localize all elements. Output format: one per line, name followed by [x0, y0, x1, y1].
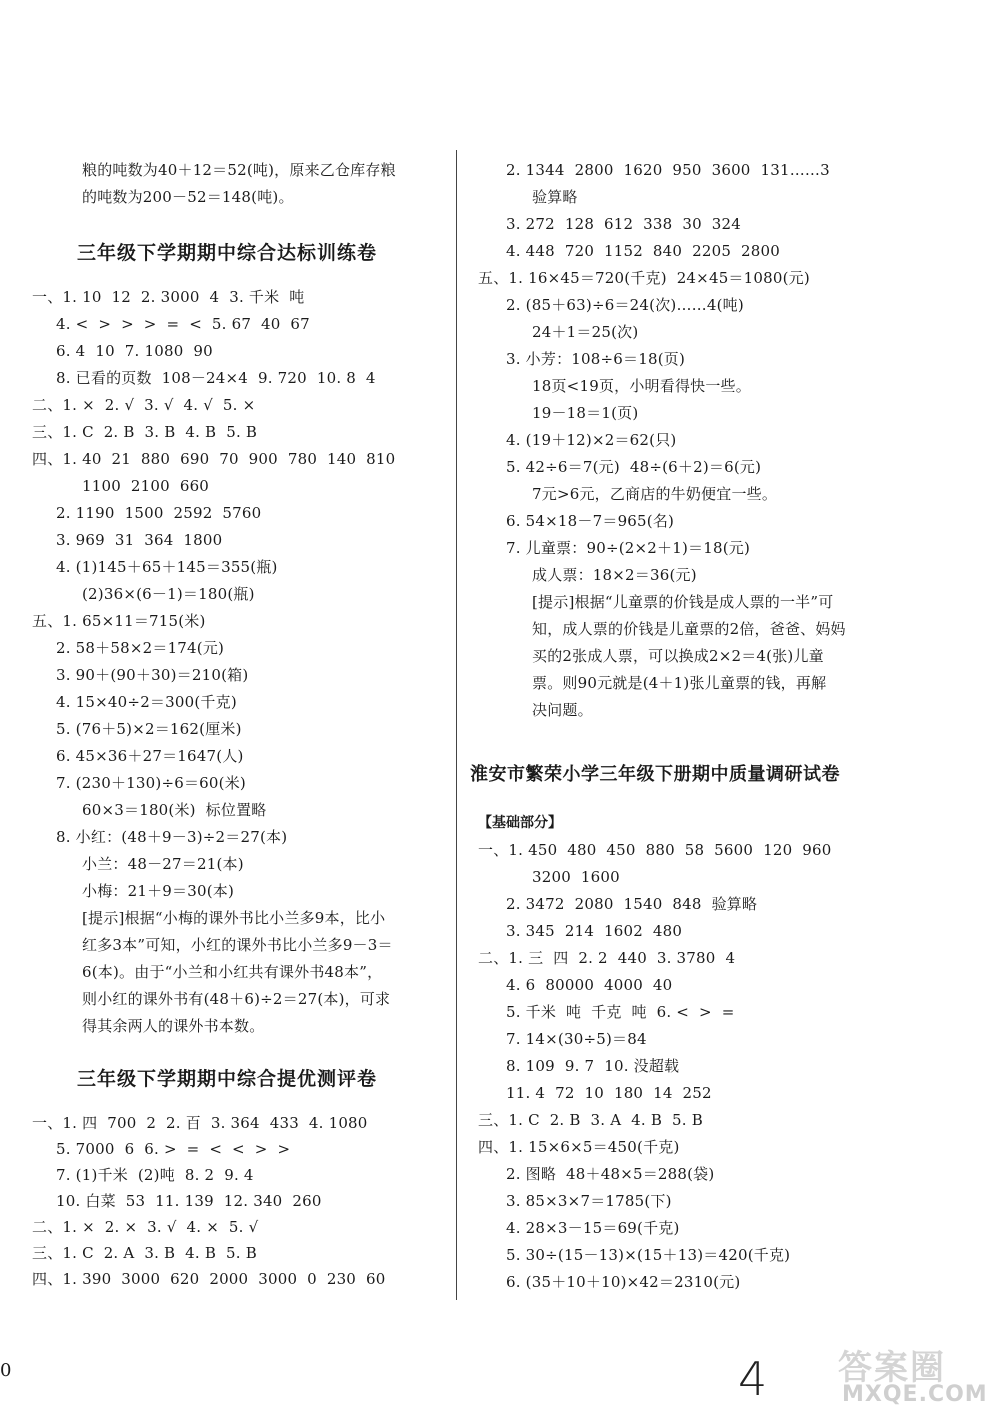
answer-line: 二、1. × 2. × 3. √ 4. × 5. √	[32, 1218, 259, 1236]
answer-line: 一、1. 四 700 2 2. 百 3. 364 433 4. 1080	[32, 1114, 368, 1132]
answer-line: 4. (19＋12)×2＝62(只)	[506, 431, 677, 449]
answer-line: 8. 小红：(48＋9－3)÷2＝27(本)	[56, 828, 288, 846]
answer-line: 3. 272 128 612 338 30 324	[506, 215, 741, 233]
answer-line: 小梅：21＋9＝30(本)	[82, 882, 235, 900]
answer-line: (2)36×(6－1)＝180(瓶)	[82, 585, 255, 603]
answer-line: 8. 已看的页数 108－24×4 9. 720 10. 8 4	[56, 369, 376, 387]
answer-line: 6. 4 10 7. 1080 90	[56, 342, 213, 360]
section-title-2: 三年级下学期期中综合提优测评卷	[77, 1068, 378, 1090]
answer-line: 2. 图略 48＋48×5＝288(袋)	[506, 1165, 715, 1183]
answer-line: 4. 6 80000 4000 40	[506, 976, 673, 994]
answer-line: 5. (76＋5)×2＝162(厘米)	[56, 720, 242, 738]
answer-line: 7. (1)千米 (2)吨 8. 2 9. 4	[56, 1166, 254, 1184]
answer-line: 10. 白菜 53 11. 139 12. 340 260	[56, 1192, 322, 1210]
answer-line: 4. 448 720 1152 840 2205 2800	[506, 242, 780, 260]
hint-line: 票。则90元就是(4＋1)张儿童票的钱，再解	[532, 674, 827, 692]
answer-line: 5. 42÷6＝7(元) 48÷(6＋2)＝6(元)	[506, 458, 762, 476]
hint-line: [提示]根据“儿童票的价钱是成人票的一半”可	[532, 593, 834, 611]
section-title-3: 淮安市繁荣小学三年级下册期中质量调研试卷	[470, 764, 840, 785]
answer-line: 5. 7000 6 6. > = < < > >	[56, 1140, 291, 1158]
answer-line: 小兰：48－27＝21(本)	[82, 855, 244, 873]
answer-line: 四、1. 15×6×5＝450(千克)	[478, 1138, 680, 1156]
answer-line: 四、1. 390 3000 620 2000 3000 0 230 60	[32, 1270, 386, 1288]
answer-line: 2. 1190 1500 2592 5760	[56, 504, 262, 522]
answer-line: 5. 30÷(15－13)×(15＋13)＝420(千克)	[506, 1246, 791, 1264]
answer-line: 一、1. 450 480 450 880 58 5600 120 960	[478, 841, 832, 859]
hint-line: 则小红的课外书有(48＋6)÷2＝27(本)，可求	[82, 990, 391, 1008]
answer-line: 6. 54×18－7＝965(名)	[506, 512, 675, 530]
answer-line: 三、1. C 2. B 3. A 4. B 5. B	[478, 1111, 703, 1129]
answer-line: 7元>6元，乙商店的牛奶便宜一些。	[532, 485, 778, 503]
answer-line: 4. (1)145＋65＋145＝355(瓶)	[56, 558, 278, 576]
hint-line: 买的2张成人票，可以换成2×2＝4(张)儿童	[532, 647, 824, 665]
answer-line: 3. 345 214 1602 480	[506, 922, 683, 940]
hint-line: [提示]根据“小梅的课外书比小兰多9本，比小	[82, 909, 386, 927]
answer-line: 6. (35＋10＋10)×42＝2310(元)	[506, 1273, 741, 1291]
answer-line: 18页<19页，小明看得快一些。	[532, 377, 751, 395]
hint-line: 红多3本”可知，小红的课外书比小兰多9－3＝	[82, 936, 393, 954]
answer-line: 2. 58＋58×2＝174(元)	[56, 639, 225, 657]
answer-line: 三、1. C 2. B 3. B 4. B 5. B	[32, 423, 258, 441]
answer-line: 2. (85＋63)÷6＝24(次)……4(吨)	[506, 296, 744, 314]
answer-line: 4. < > > > = < 5. 67 40 67	[56, 315, 310, 333]
intro-line-2: 的吨数为200－52＝148(吨)。	[82, 188, 294, 206]
answer-line: 60×3＝180(米) 标位置略	[82, 801, 267, 819]
answer-line: 19－18＝1(页)	[532, 404, 639, 422]
hint-line: 得其余两人的课外书本数。	[82, 1017, 265, 1035]
answer-line: 1100 2100 660	[82, 477, 210, 495]
answer-line: 4. 28×3－15＝69(千克)	[506, 1219, 680, 1237]
answer-line: 24＋1＝25(次)	[532, 323, 639, 341]
answer-line: 3. 85×3×7＝1785(下)	[506, 1192, 672, 1210]
answer-line: 7. (230＋130)÷6＝60(米)	[56, 774, 246, 792]
answer-line: 五、1. 65×11＝715(米)	[32, 612, 206, 630]
answer-line: 成人票：18×2＝36(元)	[532, 566, 697, 584]
column-divider	[456, 150, 457, 1300]
answer-line: 三、1. C 2. A 3. B 4. B 5. B	[32, 1244, 257, 1262]
watermark-domain: MXQE.COM	[842, 1382, 988, 1407]
left-edge-mark: 0	[0, 1360, 12, 1381]
intro-line-1: 粮的吨数为40＋12＝52(吨)，原来乙仓库存粮	[82, 161, 396, 179]
section-subtitle: 【基础部分】	[478, 815, 562, 831]
answer-line: 3. 小芳：108÷6＝18(页)	[506, 350, 686, 368]
page-number: 4	[738, 1352, 768, 1406]
watermark-text: 答案圈	[838, 1348, 946, 1388]
hint-line: 知，成人票的价钱是儿童票的2倍，爸爸、妈妈	[532, 620, 846, 638]
answer-line: 6. 45×36＋27＝1647(人)	[56, 747, 244, 765]
answer-line: 五、1. 16×45＝720(千克) 24×45＝1080(元)	[478, 269, 810, 287]
answer-line: 3. 90＋(90＋30)＝210(箱)	[56, 666, 249, 684]
answer-line: 3200 1600	[532, 868, 620, 886]
answer-line: 11. 4 72 10 180 14 252	[506, 1084, 712, 1102]
answer-line: 验算略	[532, 188, 578, 206]
hint-line: 6(本)。由于“小兰和小红共有课外书48本”，	[82, 963, 383, 981]
answer-line: 二、1. × 2. √ 3. √ 4. √ 5. ×	[32, 396, 256, 414]
answer-line: 2. 3472 2080 1540 848 验算略	[506, 895, 758, 913]
answer-line: 4. 15×40÷2＝300(千克)	[56, 693, 237, 711]
answer-line: 二、1. 三 四 2. 2 440 3. 3780 4	[478, 949, 736, 967]
hint-line: 决问题。	[532, 701, 593, 719]
answer-line: 8. 109 9. 7 10. 没超载	[506, 1057, 680, 1075]
answer-line: 5. 千米 吨 千克 吨 6. < > =	[506, 1003, 735, 1021]
answer-line: 四、1. 40 21 880 690 70 900 780 140 810	[32, 450, 396, 468]
answer-line: 7. 14×(30÷5)＝84	[506, 1030, 647, 1048]
watermark-logo	[838, 1340, 996, 1412]
answer-line: 2. 1344 2800 1620 950 3600 131……3	[506, 161, 830, 179]
answer-line: 7. 儿童票：90÷(2×2＋1)＝18(元)	[506, 539, 751, 557]
section-title-1: 三年级下学期期中综合达标训练卷	[77, 242, 378, 264]
answer-line: 一、1. 10 12 2. 3000 4 3. 千米 吨	[32, 288, 305, 306]
answer-line: 3. 969 31 364 1800	[56, 531, 223, 549]
